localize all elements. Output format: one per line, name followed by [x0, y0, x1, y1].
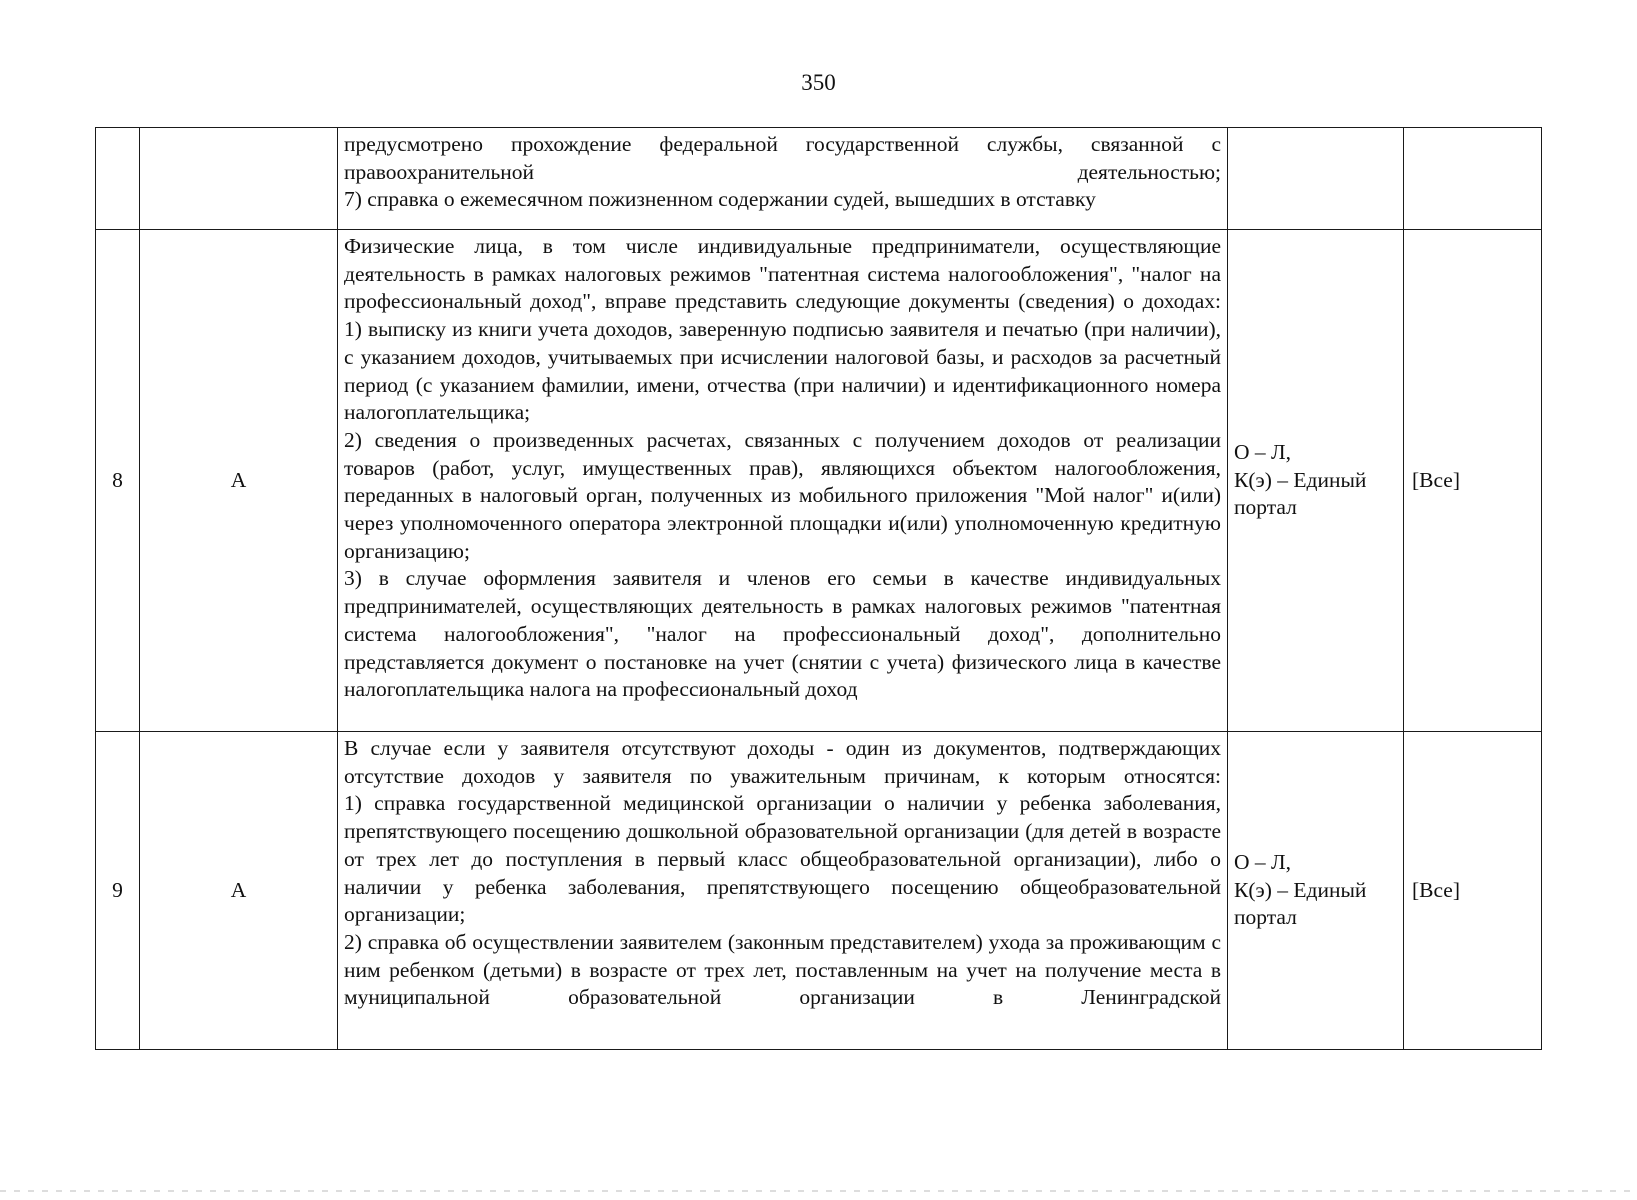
row-number-cell: 8: [96, 230, 140, 732]
table-row: [96, 230, 1542, 732]
row-form-cell: [1228, 230, 1404, 732]
form-line: портал: [1234, 495, 1297, 520]
row-description-cell: [338, 732, 1228, 1050]
description-paragraph: 2) сведения о произведенных расчетах, связанных с получением доходов от реализации товаров (работ, услуг, имущественных прав), являющихся объектом налогообложения, переданных в налоговый орган, полученных из мобильного приложения "Мой налог" и(или) через уполномоченного оператора электронной площадки и(или) уполномоченную кредитную организацию;: [344, 427, 1221, 563]
table-row: [96, 732, 1542, 1050]
row-code-cell: А: [140, 732, 338, 1050]
page-number: 350: [801, 70, 836, 95]
row-code-cell: [140, 128, 338, 230]
description-paragraph: В случае если у заявителя отсутствуют доходы - один из документов, подтверждающих отсутствие доходов у заявителя по уважительным причинам, к которым относятся:: [344, 736, 1221, 788]
row-category-cell: [Все]: [1404, 732, 1542, 1050]
row-form-cell: [1228, 128, 1404, 230]
row-form-cell: [1228, 732, 1404, 1050]
table-row: [96, 128, 1542, 230]
row-code-cell: А: [140, 230, 338, 732]
row-category-cell: [1404, 128, 1542, 230]
description-paragraph: 3) в случае оформления заявителя и членов его семьи в качестве индивидуальных предпринимателей, осуществляющих деятельность в рамках налоговых режимов "патентная система налогообложения", "налог на профессиональный доход", дополнительно представляется документ о постановке на учет (снятии с учета) физического лица в качестве налогоплательщика налога на профессиональный доход: [344, 566, 1221, 702]
form-line: портал: [1234, 905, 1297, 930]
description-paragraph: 2) справка об осуществлении заявителем (законным представителем) ухода за проживающим с ним ребенком (детьми) в возрасте от трех лет, поставленным на учет на получение места в муниципальной образовательной организации в Ленинградской: [344, 929, 1221, 1010]
documents-table: [95, 127, 1542, 1050]
row-number-cell: [96, 128, 140, 230]
row-number-cell: 9: [96, 732, 140, 1050]
form-line: К(э) – Единый: [1234, 877, 1367, 902]
form-line: К(э) – Единый: [1234, 467, 1367, 492]
description-paragraph: 1) выписку из книги учета доходов, заверенную подписью заявителя и печатью (при наличии), с указанием доходов, учитываемых при исчислении налоговой базы, и расходов за расчетный период (с указанием фамилии, имени, отчества (при наличии) и идентификационного номера налогоплательщика;: [344, 317, 1221, 425]
description-paragraph: Физические лица, в том числе индивидуальные предприниматели, осуществляющие деятельность в рамках налоговых режимов "патентная система налогообложения", "налог на профессиональный доход", вправе представить следующие документы (сведения) о доходах:: [344, 234, 1221, 314]
row-description-cell: [338, 230, 1228, 732]
description-paragraph: 1) справка государственной медицинской организации о наличии у ребенка заболевания, препятствующего посещению дошкольной образовательной организации (для детей в возрасте от трех лет до поступления в первый класс общеобразовательной организации), либо о наличии у ребенка заболевания, препятствующего посещению общеобразовательной организации;: [344, 791, 1221, 927]
description-paragraph: предусмотрено прохождение федеральной государственной службы, связанной с правоохранительной деятельностью;: [344, 132, 1221, 184]
form-line: О – Л,: [1234, 439, 1291, 464]
row-category-cell: [Все]: [1404, 230, 1542, 732]
description-paragraph: 7) справка о ежемесячном пожизненном содержании судей, вышедших в отставку: [344, 187, 1096, 212]
form-line: О – Л,: [1234, 849, 1291, 874]
row-description-cell: [338, 128, 1228, 230]
scan-edge-artifact: [0, 1190, 1637, 1192]
